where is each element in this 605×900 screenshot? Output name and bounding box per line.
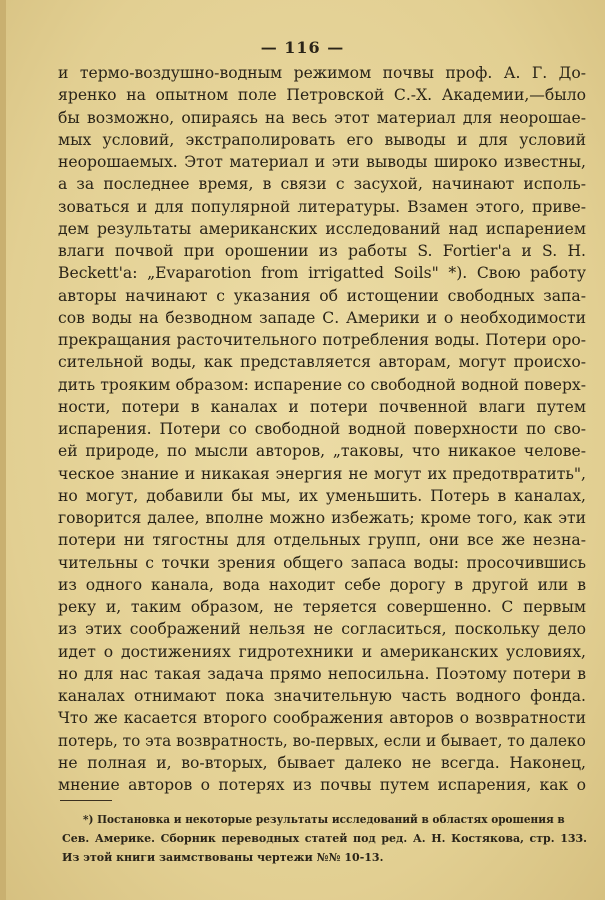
text-line: а за последнее время, в связи с засухой, начинают исполь- bbox=[58, 175, 586, 194]
text-line: дем результаты американских исследований над испарением bbox=[58, 219, 586, 238]
text-line: но для нас такая задача прямо непосильна. Поэтому потери в bbox=[58, 664, 586, 683]
text-line: прекращания расточительного потребления воды. Потери оро- bbox=[58, 331, 586, 349]
text-line: мнение авторов о потерях из почвы путем испарения, как о bbox=[58, 776, 586, 794]
text-line: сительной воды, как представляется авторам, могут происхо- bbox=[58, 353, 586, 372]
text-line: Что же касается второго соображения авторов о возвратности bbox=[58, 709, 586, 728]
text-line: дить трояким образом: испарение со свободной водной поверх- bbox=[58, 375, 586, 394]
footnote-line: Сев. Америке. Сборник переводных статей под ред. А. Н. Костякова, стр. 133. bbox=[62, 832, 587, 845]
footnote-line: Из этой книги заимствованы чертежи №№ 10-13. bbox=[62, 851, 384, 864]
text-line: потерь, то эта возвратность, во-первых, если и бывает, то далеко bbox=[58, 731, 586, 750]
text-line: ности, потери в каналах и потери почвенной влаги путем bbox=[58, 397, 586, 416]
text-line: бы возможно, опираясь на весь этот материал для неорошае- bbox=[58, 108, 586, 127]
text-line: Beckett'a: „Evaparotion from irrigatted Soils" *). Свою работу bbox=[58, 264, 586, 283]
text-line: не полная и, во-вторых, бывает далеко не всегда. Наконец, bbox=[58, 753, 586, 772]
text-line: неорошаемых. Этот материал и эти выводы широко известны, bbox=[58, 153, 586, 171]
footnote-line: *) Постановка и некоторые результаты исследований в областях орошения в bbox=[82, 813, 565, 826]
footnote-divider bbox=[60, 800, 112, 801]
text-line: испарения. Потери со свободной водной поверхности по сво- bbox=[58, 420, 586, 438]
text-line: реку и, таким образом, не теряется совершенно. С первым bbox=[58, 598, 586, 616]
page-number: — 116 — bbox=[260, 38, 345, 57]
text-line: и термо-воздушно-водным режимом почвы проф. А. Г. До- bbox=[58, 64, 586, 82]
text-line: каналах отнимают пока значительную часть водного фонда. bbox=[58, 687, 586, 705]
text-line: зоваться и для популярной литературы. Взамен этого, приве- bbox=[58, 197, 586, 216]
page-edge bbox=[0, 0, 6, 900]
text-line: чительны с точки зрения общего запаса воды: просочившись bbox=[58, 553, 586, 572]
text-line: потери ни тягостны для отдельных групп, они все же незна- bbox=[58, 531, 586, 550]
footnote bbox=[62, 810, 587, 867]
text-line: сов воды на безводном западе С. Америки и о необходимости bbox=[58, 308, 586, 327]
text-line: идет о достижениях гидротехники и американских условиях, bbox=[58, 642, 586, 661]
text-line: авторы начинают с указания об истощении свободных запа- bbox=[58, 286, 586, 305]
text-line: но могут, добавили бы мы, их уменьшить. Потерь в каналах, bbox=[58, 486, 586, 505]
text-line: ческое знание и никакая энергия не могут их предотвратить", bbox=[58, 464, 586, 483]
text-line: мых условий, экстраполировать его выводы и для условий bbox=[58, 130, 586, 149]
text-line: влаги почвой при орошении из работы S. Fortier'a и S. H. bbox=[58, 242, 586, 260]
text-line: из этих соображений нельзя не согласиться, поскольку дело bbox=[58, 620, 586, 639]
body-text bbox=[58, 62, 586, 796]
text-line: говорится далее, вполне можно избежать; кроме того, как эти bbox=[58, 509, 586, 527]
text-line: яренко на опытном поле Петровской С.-Х. Академии,—было bbox=[58, 86, 586, 105]
text-line: из одного канала, вода находит себе дорогу в другой или в bbox=[58, 575, 586, 594]
text-line: ей природе, по мысли авторов, „таковы, что никакое челове- bbox=[58, 442, 586, 461]
